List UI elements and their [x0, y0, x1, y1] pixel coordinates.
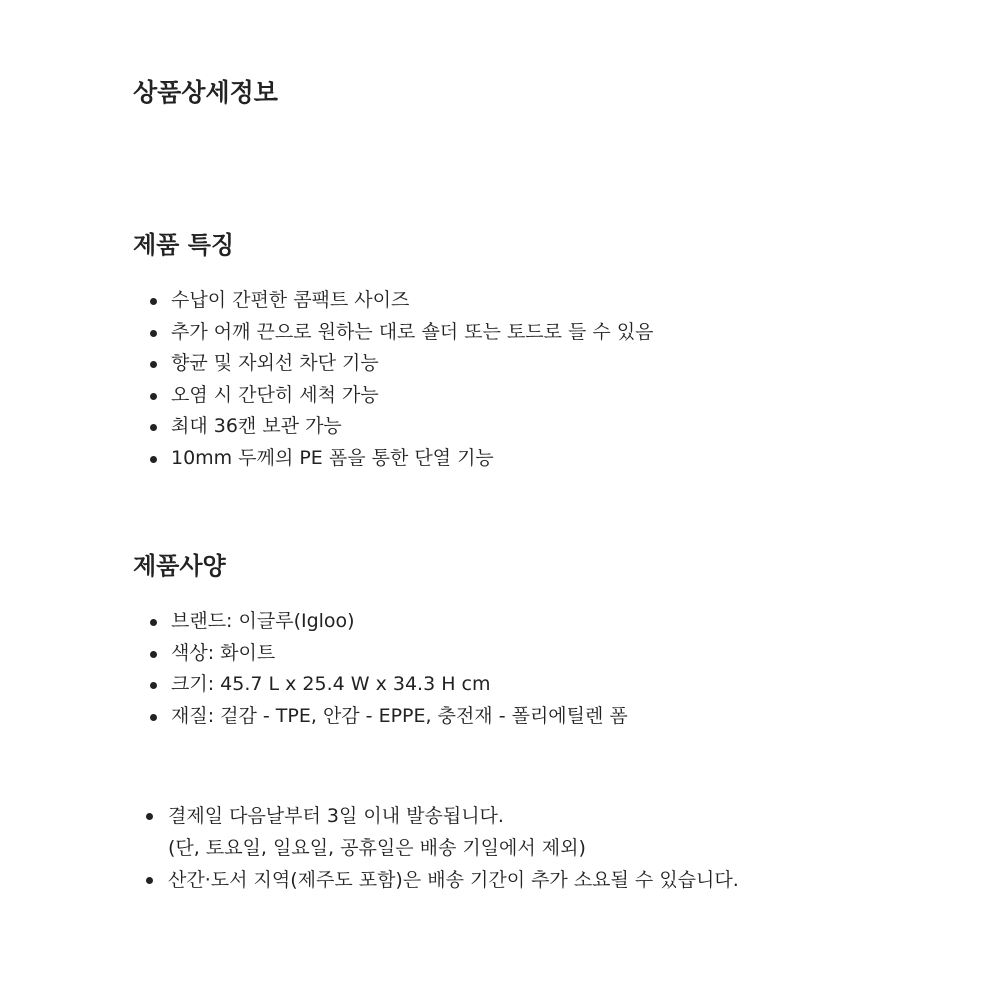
- list-item: [148, 348, 654, 380]
- feature-text: 최대 36캔 보관 가능: [171, 415, 342, 437]
- feature-text: 10mm 두께의 PE 폼을 통한 단열 기능: [171, 446, 494, 469]
- feature-text: 추가 어깨 끈으로 원하는 대로 숄더 또는 토드로 들 수 있음: [171, 320, 654, 343]
- spec-text: 재질: 겉감 - TPE, 안감 - EPPE, 충전재 - 폴리에틸렌 폼: [171, 704, 628, 727]
- spec-text: 크기: 45.7 L x 25.4 W x 34.3 H cm: [171, 673, 491, 695]
- shipping-note-text: 결제일 다음날부터 3일 이내 발송됩니다.: [168, 805, 504, 827]
- bullet-icon: [150, 330, 157, 337]
- shipping-notes-list: [143, 800, 739, 896]
- list-item: [148, 701, 628, 733]
- features-heading: 제품 특징: [133, 231, 235, 259]
- shipping-note-text: 산간·도서 지역(제주도 포함)은 배송 기간이 추가 소요될 수 있습니다.: [168, 869, 739, 891]
- list-item: [143, 800, 739, 864]
- bullet-icon: [150, 619, 157, 626]
- list-item: [148, 669, 628, 701]
- bullet-icon: [150, 456, 157, 463]
- list-item: [143, 864, 739, 896]
- feature-text: 오염 시 간단히 세척 가능: [171, 383, 379, 406]
- spec-text: 브랜드: 이글루(Igloo): [171, 610, 355, 632]
- features-list: [148, 285, 654, 474]
- bullet-icon: [146, 877, 153, 884]
- list-item: [148, 317, 654, 349]
- bullet-icon: [150, 424, 157, 431]
- specs-list: [148, 606, 628, 732]
- page-title: 상품상세정보: [133, 78, 278, 107]
- bullet-icon: [150, 393, 157, 400]
- shipping-note-subtext: (단, 토요일, 일요일, 공휴일은 배송 기일에서 제외): [168, 837, 586, 859]
- feature-text: 향균 및 자외선 차단 기능: [171, 352, 379, 374]
- specs-heading: 제품사양: [133, 552, 226, 580]
- bullet-icon: [150, 682, 157, 689]
- bullet-icon: [150, 361, 157, 368]
- list-item: [148, 380, 654, 412]
- list-item: [148, 443, 654, 475]
- bullet-icon: [150, 714, 157, 721]
- feature-text: 수납이 간편한 콤팩트 사이즈: [171, 289, 410, 311]
- bullet-icon: [150, 651, 157, 658]
- list-item: [148, 285, 654, 317]
- spec-text: 색상: 화이트: [171, 641, 276, 664]
- list-item: [148, 638, 628, 670]
- list-item: [148, 411, 654, 443]
- list-item: [148, 606, 628, 638]
- bullet-icon: [150, 298, 157, 305]
- bullet-icon: [146, 813, 153, 820]
